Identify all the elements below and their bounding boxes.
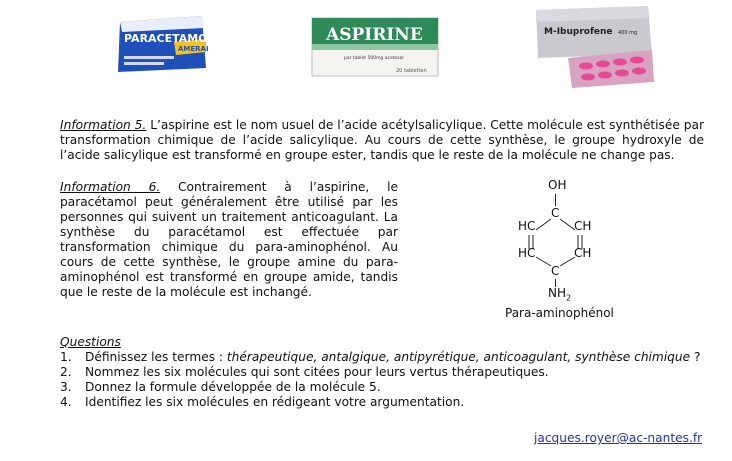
info5-label: Information 5. <box>60 118 147 132</box>
info5-paragraph <box>60 118 704 163</box>
questions-title: Questions <box>60 335 121 349</box>
aspirine-count: 20 tabletten <box>396 68 427 74</box>
question-number: 3. <box>60 380 72 394</box>
question-text: Donnez la formule développée de la molécule 5. <box>85 380 381 394</box>
ibuprofene-dose: 400 mg <box>618 30 638 36</box>
info5-text: L’aspirine est le nom usuel de l’acide acétylsalicylique. Cette molécule est synthétisée par transformation chimique de l’acide salicylique. Au cours de cette synthèse, le groupe hydroxyle de l’acide salicylique est transformé en groupe ester, tandis que le reste de la molécule ne change pas. <box>60 118 705 162</box>
info6-text: Contrairement à l’aspirine, le paracétamol peut généralement être utilisé par les personnes qui suivent un traitement anticoagulant. La synthèse du paracétamol est effectuée par transformation chimique du para-aminophénol. Au cours de cette synthèse, le groupe amine du para-aminophénol est transformé en groupe amide, tandis que le reste de la molécule est inchangé. <box>60 180 398 299</box>
hc-bottom-label: HC <box>518 246 536 260</box>
aspirine-brand: ASPIRINE <box>326 25 423 45</box>
nh-subscript: 2 <box>566 293 572 303</box>
question-item-4 <box>60 395 720 410</box>
question-item-1 <box>60 350 720 365</box>
paracetamol-box-image <box>114 12 208 74</box>
info6-paragraph <box>60 180 398 300</box>
ibuprofene-box-image <box>530 4 658 88</box>
c-bottom-label: C <box>551 264 560 278</box>
molecule-caption: Para-aminophénol <box>505 306 614 320</box>
question-text <box>85 350 701 365</box>
paracetamol-sub: AMERAL <box>178 45 208 53</box>
para-aminophenol-structure <box>500 174 630 322</box>
question-lead: Définissez les termes : <box>85 350 227 364</box>
question-text: Nommez les six molécules qui sont citées pour leurs vertus thérapeutiques. <box>85 365 549 379</box>
question-number: 2. <box>60 365 72 379</box>
aspirine-detail: par tablet 500mg acetosal <box>344 56 404 61</box>
c-top-label: C <box>551 206 560 220</box>
aspirine-box-image <box>310 16 440 78</box>
ibuprofene-brand: M-Ibuprofene <box>544 27 613 37</box>
questions-list <box>60 350 720 410</box>
question-number: 4. <box>60 395 72 409</box>
oh-label: OH <box>548 178 567 192</box>
paracetamol-brand: PARACETAMOL <box>124 32 208 45</box>
ch-top-label: CH <box>574 219 592 233</box>
nh-text: NH <box>548 286 566 300</box>
info6-label: Information 6. <box>60 180 161 194</box>
question-item-3 <box>60 380 720 395</box>
question-number: 1. <box>60 350 72 364</box>
question-end: ? <box>690 350 701 364</box>
question-item-2 <box>60 365 720 380</box>
ch-bottom-label: CH <box>574 246 592 260</box>
question-terms: thérapeutique, antalgique, antipyrétique, anticoagulant, synthèse chimique <box>226 350 691 364</box>
author-email-link[interactable]: jacques.royer@ac-nantes.fr <box>534 431 703 445</box>
questions-section <box>60 335 720 410</box>
nh2-label <box>548 286 571 302</box>
hc-top-label: HC <box>518 219 536 233</box>
question-text: Identifiez les six molécules en rédigeant votre argumentation. <box>85 395 465 409</box>
